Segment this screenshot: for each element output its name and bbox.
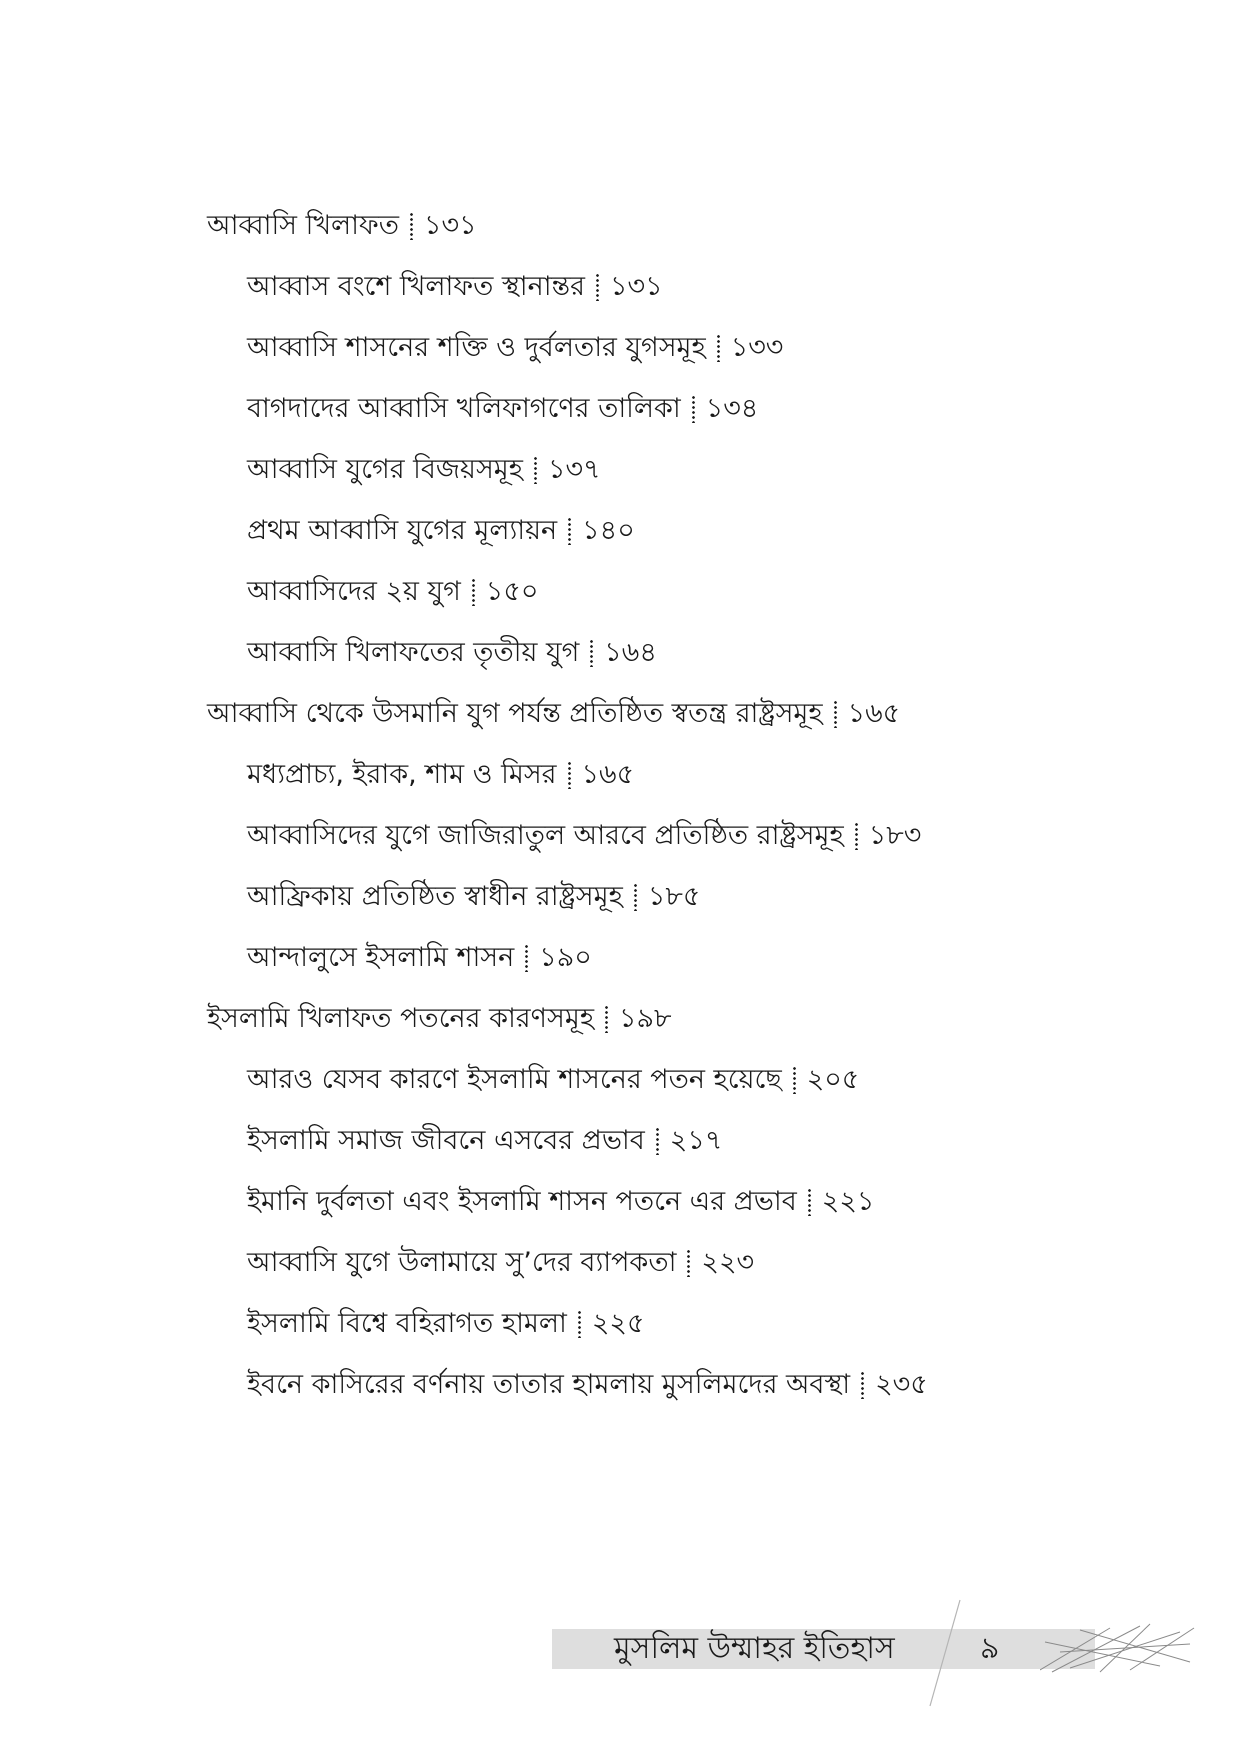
- dotted-separator: [472, 578, 475, 606]
- toc-entry-page: ১৬৪: [604, 637, 657, 668]
- toc-entry-title: মধ্যপ্রাচ্য, ইরাক, শাম ও মিসর: [247, 759, 557, 790]
- toc-entry: [247, 877, 700, 917]
- toc-entry-title: ইমানি দুর্বলতা এবং ইসলামি শাসন পতনে এর প্রভাব: [247, 1186, 797, 1217]
- dotted-separator: [656, 1127, 659, 1155]
- dotted-separator: [687, 1249, 690, 1277]
- toc-entry-title: আব্বাসি খিলাফতের তৃতীয় যুগ: [247, 637, 580, 668]
- footer-book-title: মুসলিম উম্মাহর ইতিহাস: [614, 1631, 895, 1666]
- toc-entry: [247, 1304, 644, 1344]
- toc-entry-title: আব্বাসি শাসনের শক্তি ও দুর্বলতার যুগসমূহ: [247, 332, 706, 363]
- toc-entry: [207, 694, 900, 734]
- dotted-separator: [410, 212, 413, 240]
- dotted-separator: [568, 517, 571, 545]
- toc-entry-page: ১৩৩: [730, 332, 784, 363]
- toc-entry: [247, 572, 538, 612]
- dotted-separator: [605, 1005, 608, 1033]
- toc-entry: [247, 938, 592, 978]
- toc-entry: [247, 328, 783, 368]
- toc-entry-page: ২১৭: [669, 1125, 723, 1156]
- toc-entry-page: ২০৫: [806, 1064, 860, 1095]
- toc-entry: [247, 389, 758, 429]
- dotted-separator: [855, 822, 858, 850]
- toc-entry: [247, 267, 663, 307]
- dotted-separator: [534, 456, 537, 484]
- toc-entry-page: ১৪০: [582, 515, 635, 546]
- toc-entry-page: ১৮৫: [647, 881, 701, 912]
- toc-entry: [247, 1121, 722, 1161]
- dotted-separator: [568, 761, 571, 789]
- toc-entry-page: ১৩১: [610, 271, 663, 302]
- toc-entry-title: আব্বাসিদের ২য় যুগ: [247, 576, 461, 607]
- toc-entry-page: ১৬৫: [847, 698, 901, 729]
- dotted-separator: [717, 334, 720, 362]
- toc-entry: [247, 633, 657, 673]
- toc-entry-title: আব্বাস বংশে খিলাফত স্থানান্তর: [247, 271, 586, 302]
- toc-entry-page: ২২৫: [591, 1308, 645, 1339]
- toc-entry-page: ২২১: [821, 1186, 875, 1217]
- toc-entry-page: ২৩৫: [875, 1369, 928, 1400]
- toc-entry-page: ১৬৫: [581, 759, 635, 790]
- toc-entry-title: আব্বাসিদের যুগে জাজিরাতুল আরবে প্রতিষ্ঠিত রাষ্ট্রসমূহ: [247, 820, 844, 851]
- toc-entry-title: ইসলামি বিশ্বে বহিরাগত হামলা: [247, 1308, 567, 1339]
- footer-hatch-decoration: [1040, 1622, 1196, 1674]
- toc-entry-title: ইবনে কাসিরের বর্ণনায় তাতার হামলায় মুসলিমদের অবস্থা: [247, 1369, 851, 1400]
- dotted-separator: [861, 1371, 864, 1399]
- toc-entry: [247, 755, 634, 795]
- toc-entry-title: আফ্রিকায় প্রতিষ্ঠিত স্বাধীন রাষ্ট্রসমূহ: [247, 881, 623, 912]
- dotted-separator: [525, 944, 528, 972]
- dotted-separator: [808, 1188, 811, 1216]
- toc-entry-title: আরও যেসব কারণে ইসলামি শাসনের পতন হয়েছে: [247, 1064, 782, 1095]
- toc-entry-page: ১৩৭: [547, 454, 601, 485]
- toc-entry: [247, 1060, 859, 1100]
- toc-entry: [207, 999, 672, 1039]
- toc-entry-page: ১৩৪: [705, 393, 759, 424]
- toc-entry: [247, 1243, 754, 1283]
- dotted-separator: [793, 1066, 796, 1094]
- dotted-separator: [692, 395, 695, 423]
- toc-entry-page: ১৩১: [424, 210, 477, 241]
- toc-entry-page: ১৮৩: [868, 820, 922, 851]
- dotted-separator: [834, 700, 837, 728]
- toc-entry-title: আব্বাসি থেকে উসমানি যুগ পর্যন্ত প্রতিষ্ঠিত স্বতন্ত্র রাষ্ট্রসমূহ: [207, 698, 823, 729]
- toc-entry-title: আব্বাসি খিলাফত: [207, 210, 399, 241]
- toc-entry-page: ১৯৮: [619, 1003, 672, 1034]
- toc-entry: [247, 1182, 874, 1222]
- toc-entry-title: আব্বাসি যুগের বিজয়সমূহ: [247, 454, 523, 485]
- toc-entry-page: ১৯০: [539, 942, 592, 973]
- toc-entry: [247, 450, 601, 490]
- toc-entry-title: প্রথম আব্বাসি যুগের মূল্যায়ন: [247, 515, 558, 546]
- dotted-separator: [578, 1310, 581, 1338]
- toc-entry-title: ইসলামি সমাজ জীবনে এসবের প্রভাব: [247, 1125, 645, 1156]
- toc-entry-title: আব্বাসি যুগে উলামায়ে সু’দের ব্যাপকতা: [247, 1247, 677, 1278]
- dotted-separator: [596, 273, 599, 301]
- toc-entry-title: আন্দালুসে ইসলামি শাসন: [247, 942, 515, 973]
- toc-entry-title: বাগদাদের আব্বাসি খলিফাগণের তালিকা: [247, 393, 681, 424]
- toc-entry: [207, 206, 477, 246]
- toc-entry-title: ইসলামি খিলাফত পতনের কারণসমূহ: [207, 1003, 594, 1034]
- dotted-separator: [634, 883, 637, 911]
- footer-page-number: ৯: [980, 1631, 1000, 1666]
- dotted-separator: [590, 639, 593, 667]
- toc-entry-page: ২২৩: [701, 1247, 755, 1278]
- toc-entry: [247, 511, 635, 551]
- footer-divider-line: [920, 1598, 980, 1708]
- toc-entry: [247, 1365, 928, 1405]
- toc-entry: [247, 816, 921, 856]
- toc-entry-page: ১৫০: [485, 576, 539, 607]
